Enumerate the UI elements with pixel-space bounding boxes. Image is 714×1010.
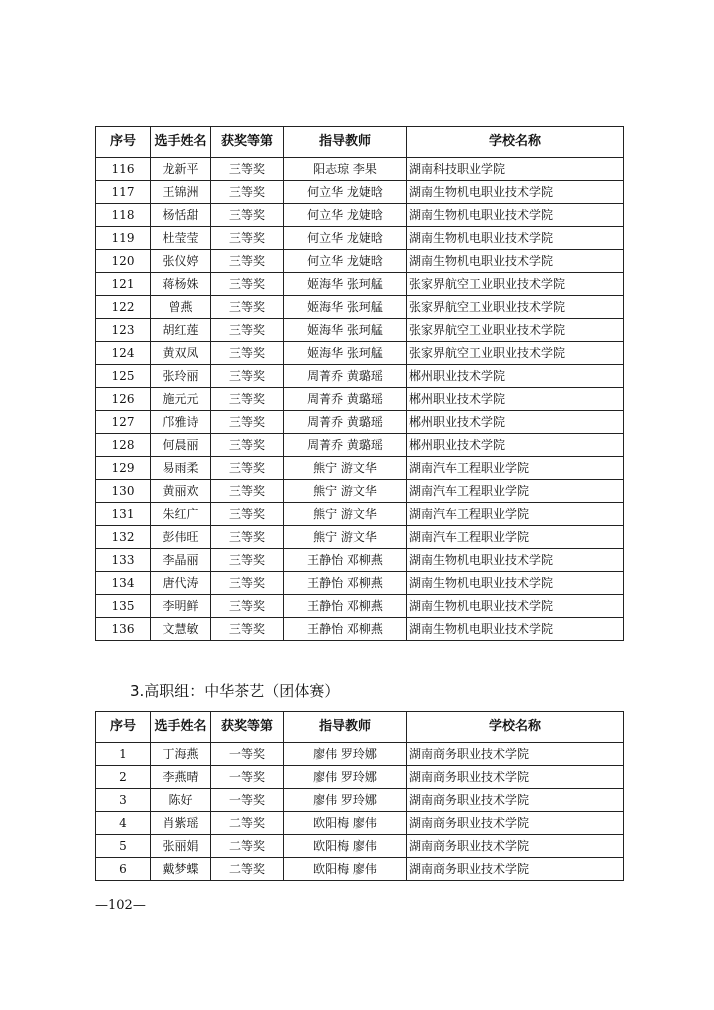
col-header-teacher: 指导教师 — [284, 127, 407, 158]
cell-award: 三等奖 — [211, 434, 284, 457]
cell-award: 一等奖 — [211, 766, 284, 789]
cell-teacher: 廖伟 罗玲娜 — [284, 766, 407, 789]
cell-school: 郴州职业技术学院 — [407, 434, 624, 457]
cell-teacher: 熊宁 游文华 — [284, 526, 407, 549]
section-heading: 3.高职组：中华茶艺（团体赛） — [130, 682, 340, 700]
table-row — [96, 457, 624, 480]
cell-name: 李燕晴 — [151, 766, 211, 789]
cell-name: 张玲丽 — [151, 365, 211, 388]
cell-teacher: 姬海华 张珂艋 — [284, 319, 407, 342]
cell-name: 王锦洲 — [151, 181, 211, 204]
cell-number: 136 — [96, 618, 151, 641]
col-header-school: 学校名称 — [407, 712, 624, 743]
cell-award: 三等奖 — [211, 411, 284, 434]
table-header-row — [96, 127, 624, 158]
cell-award: 三等奖 — [211, 365, 284, 388]
cell-school: 湖南汽车工程职业学院 — [407, 503, 624, 526]
cell-school: 湖南汽车工程职业学院 — [407, 457, 624, 480]
cell-award: 三等奖 — [211, 480, 284, 503]
col-header-name: 选手姓名 — [151, 712, 211, 743]
cell-award: 三等奖 — [211, 273, 284, 296]
cell-name: 文慧敏 — [151, 618, 211, 641]
table-row — [96, 549, 624, 572]
cell-school: 湖南商务职业技术学院 — [407, 835, 624, 858]
cell-school: 湖南生物机电职业技术学院 — [407, 549, 624, 572]
cell-school: 湖南生物机电职业技术学院 — [407, 618, 624, 641]
cell-name: 丁海燕 — [151, 743, 211, 766]
cell-school: 湖南商务职业技术学院 — [407, 812, 624, 835]
cell-number: 127 — [96, 411, 151, 434]
cell-award: 三等奖 — [211, 250, 284, 273]
cell-teacher: 王静怡 邓柳燕 — [284, 572, 407, 595]
cell-teacher: 熊宁 游文华 — [284, 457, 407, 480]
cell-number: 117 — [96, 181, 151, 204]
table-row — [96, 296, 624, 319]
cell-award: 一等奖 — [211, 789, 284, 812]
cell-teacher: 何立华 龙婕晗 — [284, 227, 407, 250]
cell-teacher: 姬海华 张珂艋 — [284, 296, 407, 319]
cell-school: 郴州职业技术学院 — [407, 411, 624, 434]
cell-teacher: 阳志琼 李果 — [284, 158, 407, 181]
table-row — [96, 434, 624, 457]
cell-number: 4 — [96, 812, 151, 835]
cell-number: 135 — [96, 595, 151, 618]
cell-school: 张家界航空工业职业技术学院 — [407, 319, 624, 342]
col-header-number: 序号 — [96, 127, 151, 158]
cell-school: 湖南商务职业技术学院 — [407, 766, 624, 789]
table-row — [96, 789, 624, 812]
cell-number: 133 — [96, 549, 151, 572]
cell-award: 三等奖 — [211, 158, 284, 181]
cell-award: 三等奖 — [211, 572, 284, 595]
cell-name: 黄丽欢 — [151, 480, 211, 503]
cell-teacher: 何立华 龙婕晗 — [284, 204, 407, 227]
cell-school: 湖南汽车工程职业学院 — [407, 480, 624, 503]
table-row — [96, 835, 624, 858]
col-header-award: 获奖等第 — [211, 712, 284, 743]
cell-number: 122 — [96, 296, 151, 319]
cell-teacher: 周菁乔 黄璐瑶 — [284, 411, 407, 434]
cell-name: 邝雅诗 — [151, 411, 211, 434]
table-row — [96, 319, 624, 342]
cell-name: 黄双凤 — [151, 342, 211, 365]
table-row — [96, 365, 624, 388]
cell-number: 3 — [96, 789, 151, 812]
cell-number: 2 — [96, 766, 151, 789]
table-row — [96, 342, 624, 365]
cell-award: 三等奖 — [211, 549, 284, 572]
table-row — [96, 743, 624, 766]
table-row — [96, 572, 624, 595]
cell-name: 龙新平 — [151, 158, 211, 181]
cell-name: 肖紫瑶 — [151, 812, 211, 835]
cell-award: 三等奖 — [211, 181, 284, 204]
cell-teacher: 何立华 龙婕晗 — [284, 250, 407, 273]
cell-school: 张家界航空工业职业技术学院 — [407, 296, 624, 319]
cell-school: 湖南生物机电职业技术学院 — [407, 572, 624, 595]
cell-teacher: 熊宁 游文华 — [284, 503, 407, 526]
cell-school: 湖南商务职业技术学院 — [407, 858, 624, 881]
cell-award: 三等奖 — [211, 342, 284, 365]
cell-number: 121 — [96, 273, 151, 296]
table-row — [96, 618, 624, 641]
cell-number: 128 — [96, 434, 151, 457]
cell-name: 戴梦蝶 — [151, 858, 211, 881]
cell-name: 张仪婷 — [151, 250, 211, 273]
cell-teacher: 欧阳梅 廖伟 — [284, 858, 407, 881]
page-number: —102— — [95, 898, 146, 913]
cell-number: 119 — [96, 227, 151, 250]
cell-award: 三等奖 — [211, 618, 284, 641]
table-row — [96, 595, 624, 618]
table-row — [96, 273, 624, 296]
table-row — [96, 181, 624, 204]
awards-table-1 — [95, 126, 624, 641]
cell-award: 三等奖 — [211, 595, 284, 618]
table-row — [96, 411, 624, 434]
cell-name: 杨恬甜 — [151, 204, 211, 227]
cell-teacher: 何立华 龙婕晗 — [284, 181, 407, 204]
cell-teacher: 姬海华 张珂艋 — [284, 273, 407, 296]
table-row — [96, 204, 624, 227]
cell-school: 湖南商务职业技术学院 — [407, 789, 624, 812]
cell-number: 6 — [96, 858, 151, 881]
cell-number: 118 — [96, 204, 151, 227]
cell-number: 131 — [96, 503, 151, 526]
cell-award: 二等奖 — [211, 858, 284, 881]
cell-name: 彭伟旺 — [151, 526, 211, 549]
cell-number: 126 — [96, 388, 151, 411]
col-header-teacher: 指导教师 — [284, 712, 407, 743]
cell-number: 5 — [96, 835, 151, 858]
cell-teacher: 王静怡 邓柳燕 — [284, 595, 407, 618]
cell-teacher: 王静怡 邓柳燕 — [284, 549, 407, 572]
cell-award: 三等奖 — [211, 204, 284, 227]
cell-award: 三等奖 — [211, 457, 284, 480]
cell-school: 湖南商务职业技术学院 — [407, 743, 624, 766]
cell-teacher: 周菁乔 黄璐瑶 — [284, 434, 407, 457]
cell-number: 123 — [96, 319, 151, 342]
cell-teacher: 欧阳梅 廖伟 — [284, 812, 407, 835]
table-row — [96, 227, 624, 250]
cell-name: 杜莹莹 — [151, 227, 211, 250]
cell-number: 132 — [96, 526, 151, 549]
cell-number: 116 — [96, 158, 151, 181]
cell-award: 三等奖 — [211, 296, 284, 319]
cell-name: 曾燕 — [151, 296, 211, 319]
cell-school: 湖南生物机电职业技术学院 — [407, 250, 624, 273]
cell-school: 湖南汽车工程职业学院 — [407, 526, 624, 549]
table-row — [96, 158, 624, 181]
col-header-award: 获奖等第 — [211, 127, 284, 158]
cell-teacher: 周菁乔 黄璐瑶 — [284, 388, 407, 411]
cell-number: 125 — [96, 365, 151, 388]
col-header-name: 选手姓名 — [151, 127, 211, 158]
table-row — [96, 526, 624, 549]
cell-award: 三等奖 — [211, 503, 284, 526]
table-row — [96, 388, 624, 411]
cell-name: 朱红广 — [151, 503, 211, 526]
cell-school: 郴州职业技术学院 — [407, 388, 624, 411]
cell-school: 湖南生物机电职业技术学院 — [407, 204, 624, 227]
awards-table-2 — [95, 711, 624, 881]
cell-number: 134 — [96, 572, 151, 595]
cell-award: 一等奖 — [211, 743, 284, 766]
cell-number: 130 — [96, 480, 151, 503]
cell-name: 施元元 — [151, 388, 211, 411]
cell-number: 1 — [96, 743, 151, 766]
table-body — [96, 158, 624, 641]
cell-name: 李晶丽 — [151, 549, 211, 572]
col-header-number: 序号 — [96, 712, 151, 743]
cell-teacher: 周菁乔 黄璐瑶 — [284, 365, 407, 388]
cell-award: 三等奖 — [211, 388, 284, 411]
cell-award: 三等奖 — [211, 319, 284, 342]
table-body — [96, 743, 624, 881]
cell-teacher: 姬海华 张珂艋 — [284, 342, 407, 365]
cell-number: 120 — [96, 250, 151, 273]
cell-name: 何晨丽 — [151, 434, 211, 457]
cell-name: 唐代涛 — [151, 572, 211, 595]
cell-teacher: 王静怡 邓柳燕 — [284, 618, 407, 641]
cell-school: 湖南生物机电职业技术学院 — [407, 181, 624, 204]
table-header-row — [96, 712, 624, 743]
cell-name: 蒋杨姝 — [151, 273, 211, 296]
cell-teacher: 熊宁 游文华 — [284, 480, 407, 503]
cell-name: 陈好 — [151, 789, 211, 812]
cell-name: 易雨柔 — [151, 457, 211, 480]
cell-award: 二等奖 — [211, 835, 284, 858]
cell-school: 湖南生物机电职业技术学院 — [407, 227, 624, 250]
cell-teacher: 廖伟 罗玲娜 — [284, 743, 407, 766]
table-row — [96, 503, 624, 526]
table-row — [96, 250, 624, 273]
cell-teacher: 廖伟 罗玲娜 — [284, 789, 407, 812]
cell-name: 胡红莲 — [151, 319, 211, 342]
cell-name: 李明鲜 — [151, 595, 211, 618]
cell-school: 湖南科技职业学院 — [407, 158, 624, 181]
cell-award: 三等奖 — [211, 227, 284, 250]
cell-award: 三等奖 — [211, 526, 284, 549]
table-row — [96, 858, 624, 881]
cell-school: 张家界航空工业职业技术学院 — [407, 342, 624, 365]
cell-award: 二等奖 — [211, 812, 284, 835]
table-row — [96, 766, 624, 789]
table-row — [96, 812, 624, 835]
col-header-school: 学校名称 — [407, 127, 624, 158]
cell-school: 郴州职业技术学院 — [407, 365, 624, 388]
cell-name: 张丽娟 — [151, 835, 211, 858]
cell-school: 张家界航空工业职业技术学院 — [407, 273, 624, 296]
cell-number: 124 — [96, 342, 151, 365]
cell-number: 129 — [96, 457, 151, 480]
cell-school: 湖南生物机电职业技术学院 — [407, 595, 624, 618]
cell-teacher: 欧阳梅 廖伟 — [284, 835, 407, 858]
table-row — [96, 480, 624, 503]
